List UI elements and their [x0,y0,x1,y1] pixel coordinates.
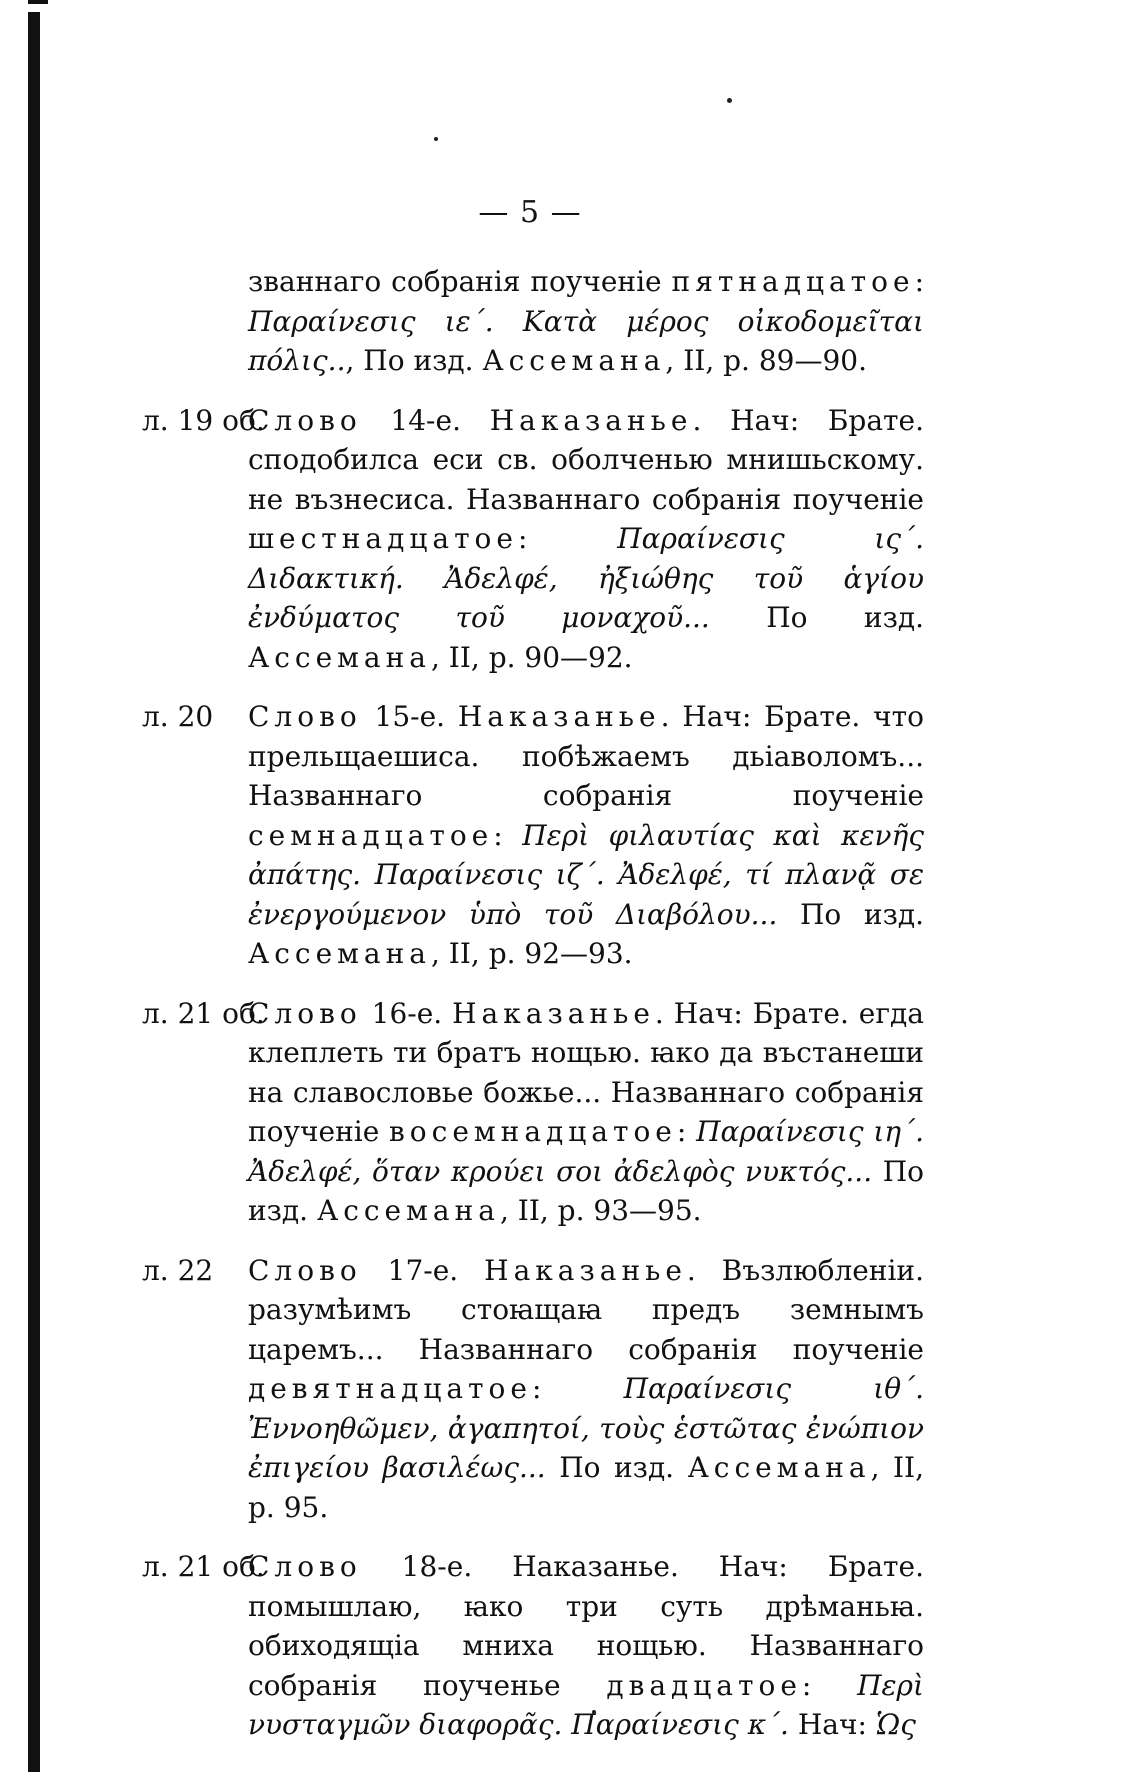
entry-text: , II, р. 92—93. [430,937,633,970]
catalog-entry [142,697,924,974]
catalog-entry [142,1547,924,1745]
entry-text: : [518,522,618,555]
entry-text: : [531,1372,624,1405]
greek-incipit: Παραίνεσις ις΄. Διδακτική. Ἀδελφέ, ἠξιώθης τοῦ ἁγίου ἐνδύματος τοῦ μοναχοῦ... [248,522,924,634]
spaced-term: Слово [248,700,362,733]
greek-incipit: Περὶ νυσταγμῶν διαφορᾶς. Παραίνεσις κ΄. [248,1668,924,1741]
entry-text: : [676,1115,697,1148]
entry-text: , По изд. [345,344,483,377]
entry-text: . Нач: Брате. что прельщаешиса. побѣжаемъ дьіаволомъ... Названнаго собранія поученіе [248,700,924,812]
speck-mark [727,98,732,103]
spaced-term: восемнадцатое [389,1115,677,1148]
spaced-term: Наказанье [484,1253,687,1287]
entry-text: По изд. [709,601,925,634]
catalog-entry [142,401,925,678]
catalog-entry [248,262,924,381]
greek-incipit: Περὶ φιλαυτίας καὶ κενῆς ἀπάτης. Παραίνεσις ιζ΄. Ἀδελφέ, τί πλανᾷ σε ἐνεργούμενον ὑπὸ τοῦ Διαβόλου... [248,818,924,931]
spaced-term: Ассемана [248,937,431,970]
leaf-reference: л. 19 об. [142,403,265,437]
spaced-term: пятнадцатое [671,265,915,298]
entry-text: . Нач: Брате. сподобилса еси св. оболченью мнишьскому. не възнесиса. Названнаго собранія поученіе [248,403,924,516]
spaced-term: Ассемана [687,1451,871,1484]
spaced-term: Слово [248,1253,362,1287]
leaf-reference: л. 21 об. [142,996,265,1030]
entry-text: По изд. [248,1154,924,1227]
spaced-term: Ассемана [482,344,666,377]
entry-text: По изд. [545,1451,688,1484]
leaf-reference: л. 21 об. [142,1550,265,1583]
speck-mark [434,137,438,141]
spaced-term: двадцатое [606,1668,802,1702]
spaced-term: Слово [248,1550,362,1583]
spaced-term: Наказанье [452,996,655,1030]
spaced-term: Ассемана [316,1194,500,1227]
entry-text: . Възлюбленіи. разумѣимъ стоꙗщаꙗ предъ земнымъ царемъ... Названнаго собранія поученіе [248,1253,924,1366]
greek-incipit: Ὡς [875,1708,916,1741]
spaced-term: Слово [248,403,362,437]
entry-text: : [914,265,924,298]
spaced-term: Слово [248,996,362,1030]
page-edge-left [28,12,40,1772]
catalog-entry [142,1251,924,1528]
entry-text: . Нач: Брате. егда клеплеть ти братъ нощью. ꙗко да въстанеши на славословье божье... Названнаго собранія поученіе [248,996,924,1148]
entry-text: 14-е. [361,403,490,437]
catalog-entry [142,994,924,1231]
entry-text: , II, р. 89—90. [665,344,867,377]
spaced-term: Ассемана [248,640,431,674]
greek-incipit: Παραίνεσις ιε΄. Κατὰ μέρος οἰκοδομεῖται πόλις.. [248,304,924,377]
spaced-term: шестнадцатое [248,522,518,555]
document-body [142,262,925,1765]
entry-text: 15-е. [361,700,458,733]
entry-text: По изд. [777,897,924,931]
spaced-term: девятнадцатое [248,1372,532,1405]
page-edge-top [28,0,48,4]
entry-text: : [801,1668,858,1702]
entry-text: Нач: [788,1708,876,1741]
entry-text: , II, р. 93—95. [499,1194,702,1227]
entry-text: , II, р. 95. [248,1451,924,1524]
page-number: — 5 — [478,195,582,230]
greek-incipit: Παραίνεσις ιθ΄. Ἐννοηθῶμεν, ἀγαπητοί, τοὺς ἑστῶτας ἐνώπιον ἐπιγείου βασιλέως... [248,1372,924,1484]
entry-text: : [493,818,523,852]
leaf-reference: л. 20 [142,700,214,733]
spaced-term: семнадцатое [248,818,494,852]
entry-text: 18-е. Наказанье. Нач: Брате. помышлаю, ꙗко три суть дрѣманьꙗ. обиходящіа мниха нощью. Названнаго собранія поученье [248,1550,924,1702]
spaced-term: Наказанье [489,403,693,437]
greek-incipit: Παραίνεσις ιη΄. Ἀδελφέ, ὅταν κρούει σοι ἀδελφὸς νυκτός... [248,1115,924,1188]
spaced-term: Наказанье [457,700,661,733]
entry-text: званнаго собранія поученіе [248,265,672,298]
entry-text: , II, р. 90—92. [430,640,633,674]
entry-text: 17-е. [361,1253,485,1287]
entry-text: 16-е. [361,996,453,1030]
leaf-reference: л. 22 [142,1253,214,1287]
